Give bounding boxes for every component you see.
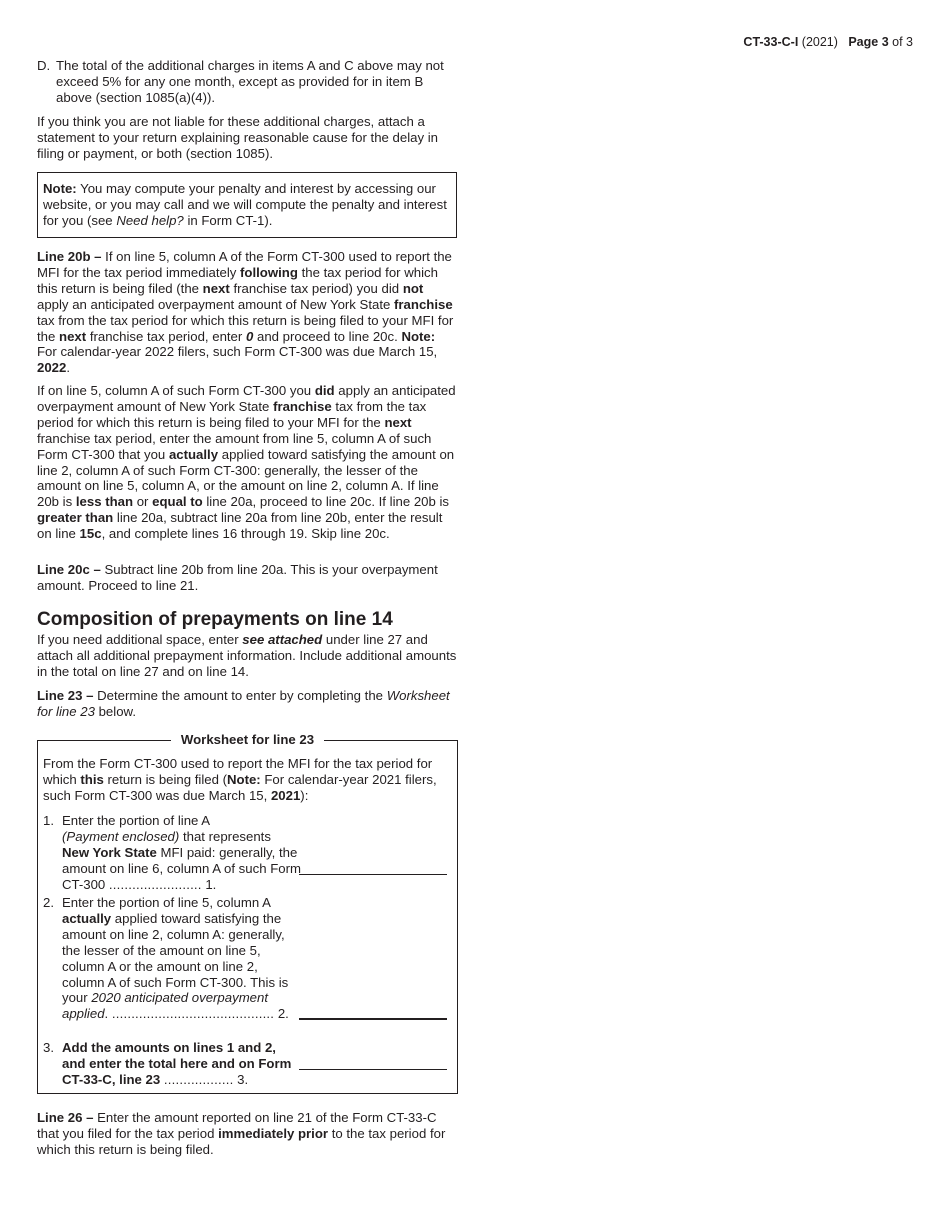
page-total: of 3 [892,35,913,49]
line-20c-label: Line 20c – [37,562,101,577]
page-number: Page 3 [848,35,889,49]
note-text: Note: You may compute your penalty and interest by accessing our website, or you may call and we will compute the penalty and interest for you (see Need help? in Form CT-1). [43,181,447,228]
note-label: Note: [43,181,77,196]
line-23-label: Line 23 – [37,688,94,703]
line-3-ref: 3. [237,1071,249,1087]
line-2-ref: 2. [277,1006,289,1022]
worksheet-line-23 [37,732,458,1094]
line-1-amount-field[interactable] [299,874,447,875]
line-20b-instructions: Line 20b – If on line 5, column A of the Form CT-300 used to report the MFI for the tax period immediately following the tax period for which this return is being filed (the next franchise tax period) you did not apply an anticipated overpayment amount of New York State franchise tax from the tax period for which this return is being filed to your MFI for the next franchise tax period, enter 0 and proceed to line 20c. Note: For calendar-year 2022 filers, such Form CT-300 was due March 15, 2022. [37,249,454,376]
worksheet-item-1: 1. Enter the portion of line A (Payment enclosed) that represents New York State MFI paid: generally, the amount on line 6, column A of such Form CT-300 ........................ 1. [43,813,301,892]
item-d-text: The total of the additional charges in items A and C above may not exceed 5% for any one month, except as provided for in item B above (section 1085(a)(4)). [56,58,444,105]
worksheet-title: Worksheet for line 23 [38,732,457,748]
note-box [37,172,457,238]
need-help-reference: Need help? [116,212,184,228]
page-header [743,35,913,51]
worksheet-item-3: 3. Add the amounts on lines 1 and 2, and enter the total here and on Form CT-33-C, line 23 .................. 3. [43,1040,292,1087]
item-d-label: D. [37,58,51,73]
composition-paragraph: If you need additional space, enter see attached under line 27 and attach all additional prepayment information. Include additional amounts in the total on line 27 and on line 14. [37,632,457,679]
line-23-instructions: Line 23 – Determine the amount to enter by completing the Worksheet for line 23 below. [37,688,450,719]
worksheet-item-2: 2. Enter the portion of line 5, column A actually applied toward satisfying the amount on line 2, column A: generally, the lesser of the amount on line 5, column A or the amount on line 2, column A of such Form CT-300. This is your 2020 anticipated overpayment applied. .......................................... 2. [43,895,289,1022]
form-year: (2021) [801,35,838,49]
item-d [37,58,457,106]
line-1-ref: 1. [205,876,217,892]
line-2-amount-field[interactable] [299,1018,447,1020]
line-26-label: Line 26 – [37,1110,94,1125]
liability-paragraph: If you think you are not liable for these additional charges, attach a statement to your return explaining reasonable cause for the delay in filing or payment, or both (section 1085). [37,114,438,161]
line-3-amount-field[interactable] [299,1069,447,1070]
form-number: CT-33-C-I [743,35,799,49]
line-20b-did-apply-instructions: If on line 5, column A of such Form CT-300 you did apply an anticipated overpayment amount of New York State franchise tax from the tax period for which this return is being filed to your MFI for the next franchise tax period, enter the amount from line 5, column A of such Form CT-300 that you actually applied toward satisfying the amount on line 2, column A of such Form CT-300: generally, the lesser of the amount on line 5, column A, or the amount on line 2, column A. If line 20b is less than or equal to line 20a, proceed to line 20c. If line 20b is greater than line 20a, subtract line 20a from line 20b, enter the result on line 15c, and complete lines 16 through 19. Skip line 20c. [37,383,456,542]
line-26-instructions: Line 26 – Enter the amount reported on line 21 of the Form CT-33-C that you filed for the tax period immediately prior to the tax period for which this return is being filed. [37,1110,446,1157]
composition-heading: Composition of prepayments on line 14 [37,609,393,630]
line-20b-label: Line 20b – [37,249,102,264]
worksheet-intro: From the Form CT-300 used to report the MFI for the tax period for which this return is being filed (Note: For calendar-year 2021 filers, such Form CT-300 was due March 15, 2021): [43,756,437,803]
worksheet-reference: Worksheet for line 23 [37,688,450,719]
line-20c-instructions: Line 20c – Subtract line 20b from line 20a. This is your overpayment amount. Proceed to line 21. [37,562,438,593]
